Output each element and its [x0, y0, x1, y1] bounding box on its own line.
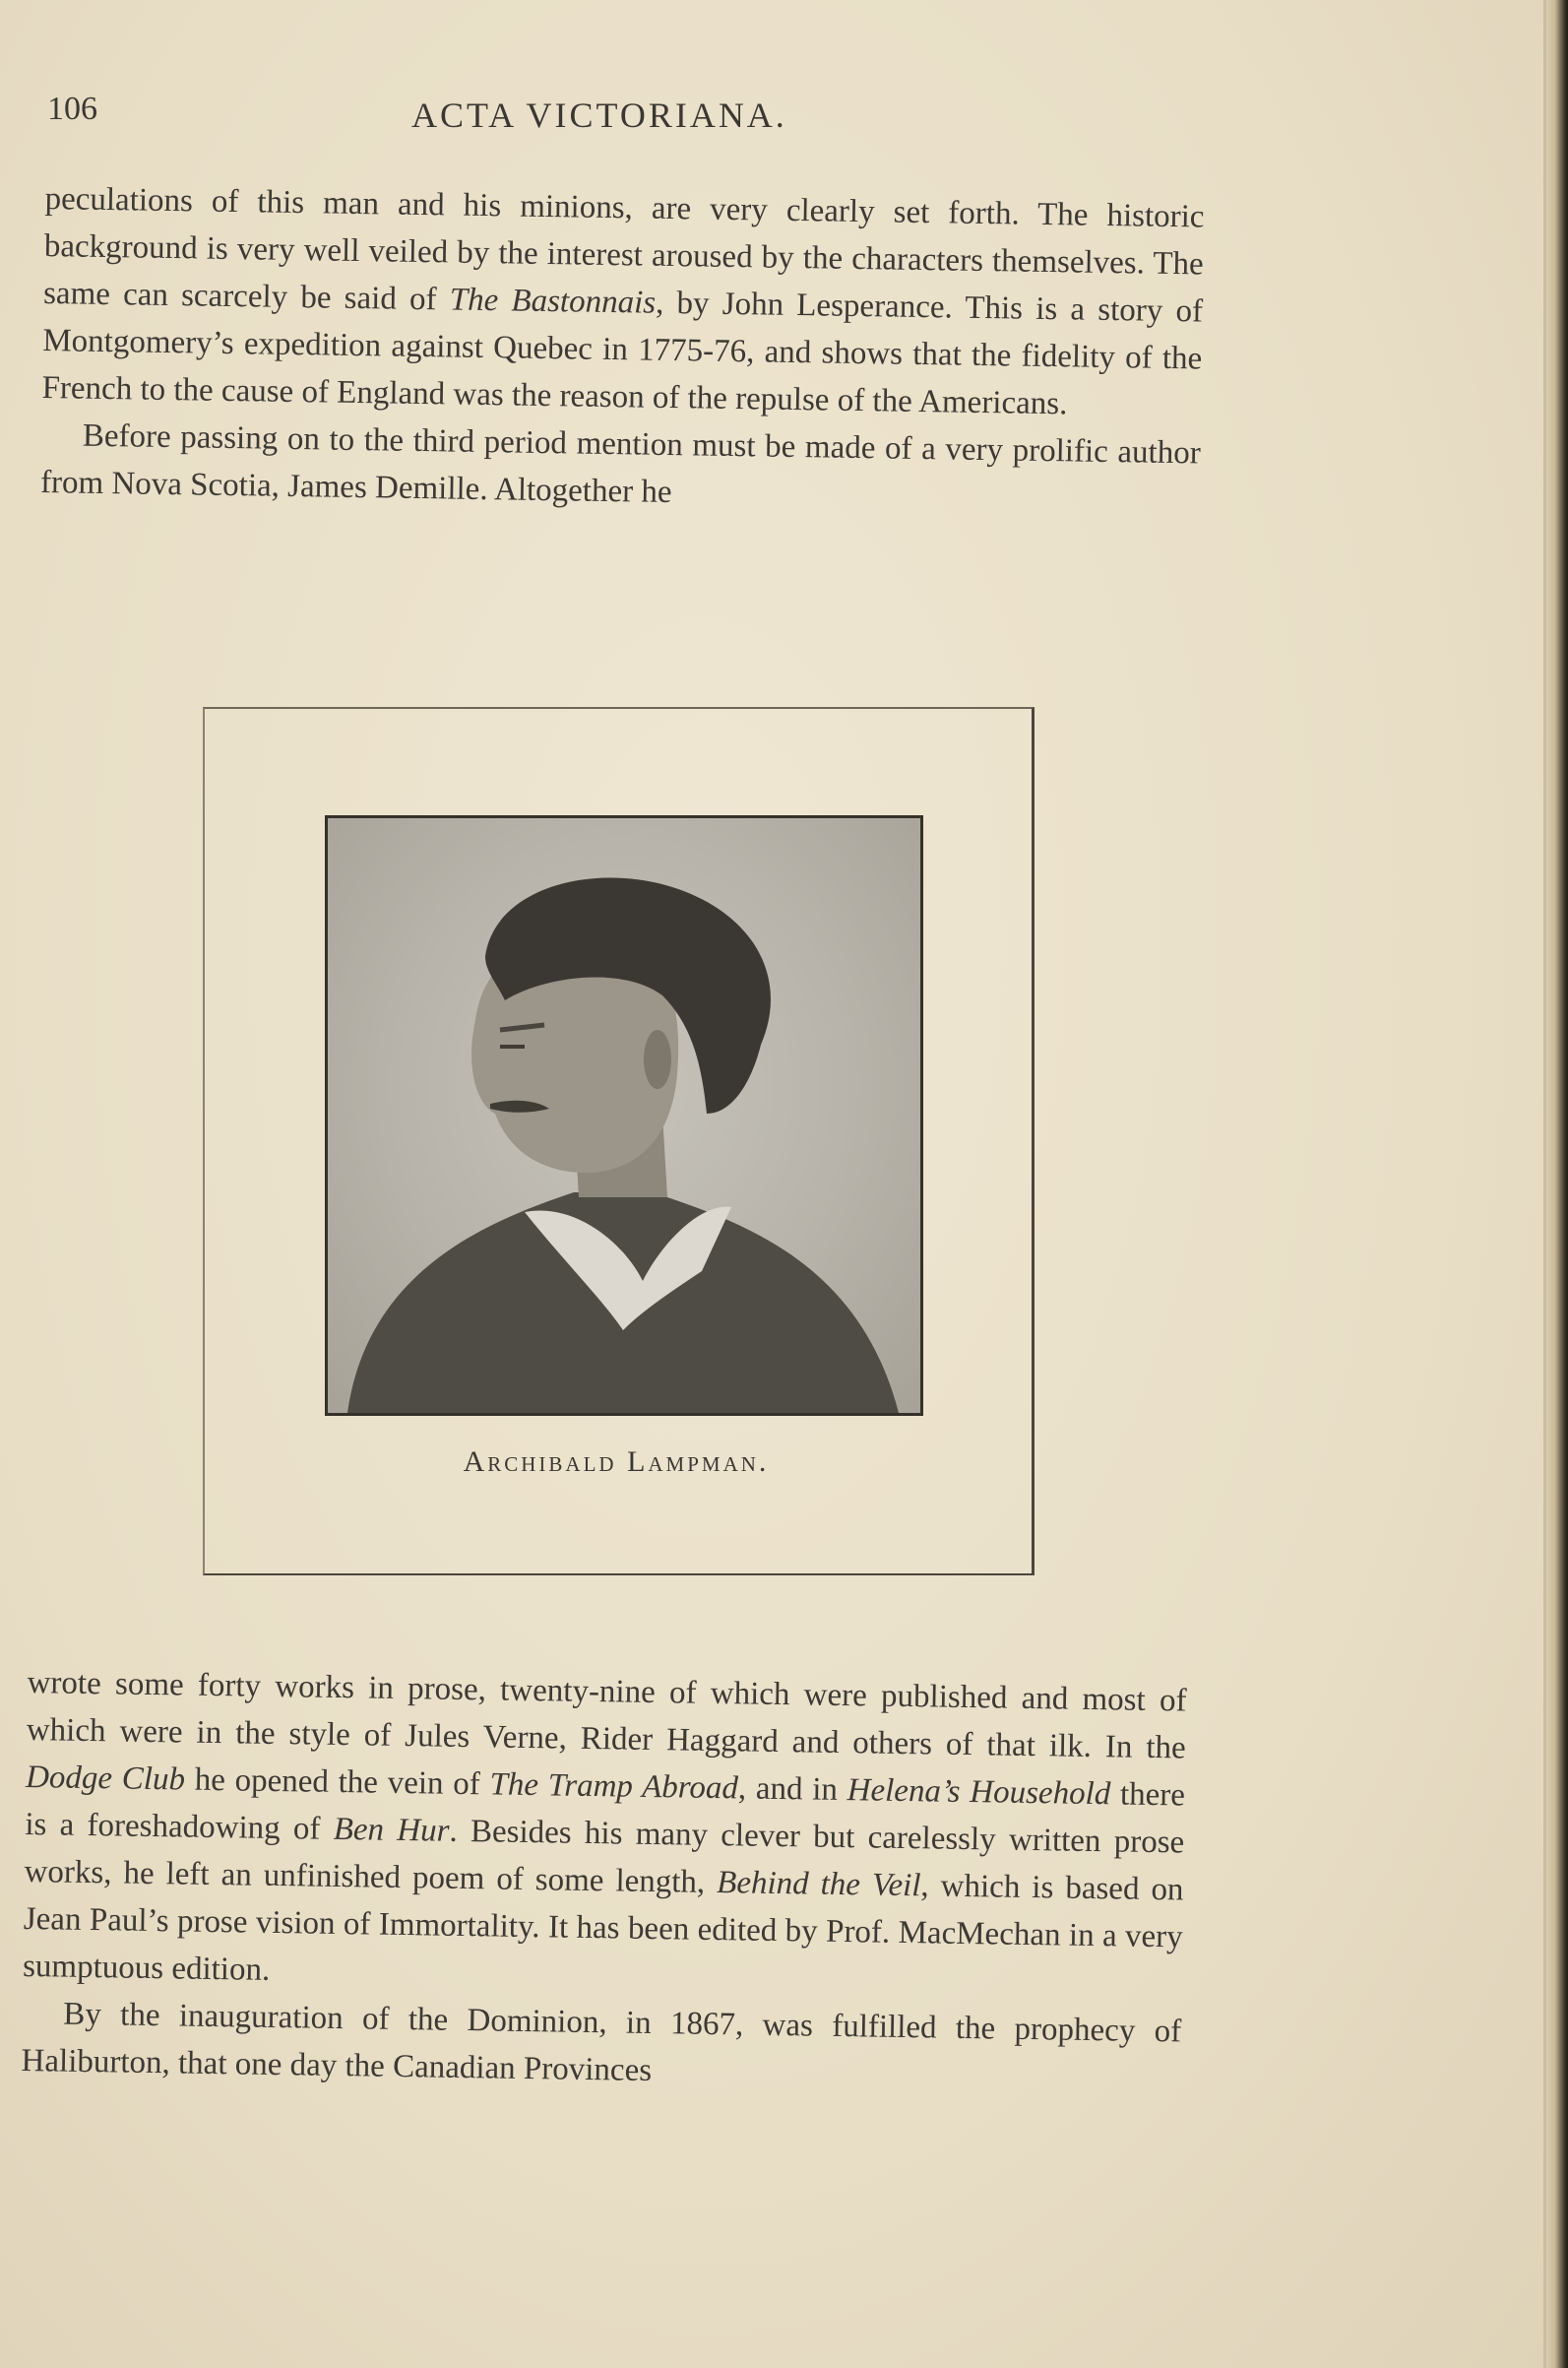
portrait-illustration — [328, 818, 920, 1413]
page-number: 106 — [47, 91, 97, 127]
paragraph: Before passing on to the third period mention must be made of a very prolific author from Nova Scotia, James Demille. Altogether he — [39, 417, 1201, 511]
italic-title: Ben Hur — [333, 1811, 450, 1849]
italic-title: The Bastonnais — [449, 282, 657, 321]
text-block-top — [40, 175, 1205, 524]
running-title: ACTA VICTORIANA. — [411, 96, 787, 135]
italic-title: Helena’s Household — [847, 1772, 1111, 1813]
portrait-photo — [325, 815, 923, 1416]
italic-title: The Tramp Abroad — [489, 1766, 739, 1807]
book-spine — [1546, 0, 1568, 2368]
page-header — [47, 91, 1209, 150]
paragraph: By the inauguration of the Dominion, in 1867, was fulfilled the prophecy of Haliburton, that one day the Canadian Provinces — [21, 1996, 1182, 2089]
text-block-bottom — [21, 1659, 1187, 2102]
portrait-caption: Archibald Lampman. — [463, 1445, 770, 1478]
paragraph: wrote some forty works in prose, twenty-nine of which were published and most of which were in the style of Jules Verne, Rider Haggard and others of that ilk. In the Dodge Club he opened the vein of The Tramp Abroad, and in Helena’s Household there is a foreshadowing of Ben Hur. Besides his many clever but carelessly written prose works, he left an unfinished poem of some length, Behind the Veil, which is based on Jean Paul’s prose vision of Immortality. It has been edited by Prof. MacMechan in a very sumptuous edition. — [22, 1664, 1187, 1988]
italic-title: Behind the Veil — [716, 1865, 921, 1904]
paragraph: peculations of this man and his minions, are very clearly set forth. The historic background is very well veiled by the interest aroused by the characters themselves. The same can scarcely be said of The Bastonnais, by John Lesperance. This is a story of Montgomery’s expedition against Quebec in 1775-76, and shows that the fidelity of the French to the cause of England was the reason of the repulse of the Americans. — [41, 180, 1205, 422]
italic-title: Dodge Club — [25, 1759, 186, 1798]
